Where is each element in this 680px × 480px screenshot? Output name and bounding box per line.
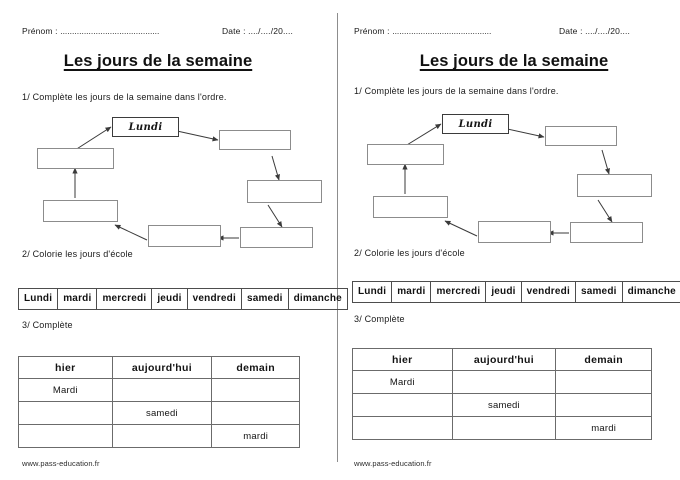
- cell-r1-demain[interactable]: [556, 394, 652, 417]
- cycle-box-right-middle[interactable]: [247, 180, 322, 203]
- cell-r1-hier[interactable]: [19, 402, 113, 425]
- cycle-box-top[interactable]: [112, 117, 179, 137]
- prenom-dots: ..........................................: [60, 26, 160, 36]
- col-header-hier: hier: [19, 357, 113, 379]
- table-row: [19, 425, 300, 448]
- cell-r2-demain[interactable]: mardi: [556, 417, 652, 440]
- date-field-left[interactable]: [222, 26, 293, 36]
- day-cell-vendredi[interactable]: vendredi: [521, 282, 575, 303]
- cell-r1-aujourdhui[interactable]: samedi: [112, 402, 212, 425]
- worksheet-copy-right: [340, 0, 680, 480]
- cell-r1-aujourdhui[interactable]: samedi: [452, 394, 556, 417]
- instruction-3-left: 3/ Complète: [22, 320, 73, 330]
- day-cell-samedi[interactable]: samedi: [241, 289, 288, 310]
- day-cell-lundi[interactable]: Lundi: [19, 289, 58, 310]
- days-strip-row: [353, 282, 680, 303]
- cycle-box-right-middle[interactable]: [577, 174, 652, 197]
- cycle-box-bottom[interactable]: [478, 221, 551, 243]
- cycle-box-right-lower[interactable]: [240, 227, 313, 248]
- instruction-1-left: 1/ Complète les jours de la semaine dans l'ordre.: [22, 92, 227, 102]
- student-header-left: [22, 26, 324, 40]
- instruction-2-left: 2/ Colorie les jours d'école: [22, 249, 133, 259]
- day-cell-mardi[interactable]: mardi: [392, 282, 431, 303]
- cell-r0-demain[interactable]: [556, 371, 652, 394]
- date-value: ..../..../20....: [585, 26, 631, 36]
- cycle-box-top-label: Lundi: [458, 118, 493, 130]
- date-value: ..../..../20....: [248, 26, 294, 36]
- cell-r1-demain[interactable]: [212, 402, 300, 425]
- cell-r0-hier[interactable]: Mardi: [19, 379, 113, 402]
- day-cell-mercredi[interactable]: mercredi: [97, 289, 152, 310]
- cell-r2-demain[interactable]: mardi: [212, 425, 300, 448]
- complete-table-left: [18, 356, 300, 448]
- day-cell-jeudi[interactable]: jeudi: [152, 289, 187, 310]
- day-cell-vendredi[interactable]: vendredi: [187, 289, 241, 310]
- table-row: [19, 379, 300, 402]
- table-row: [353, 417, 652, 440]
- table-row: [353, 394, 652, 417]
- prenom-field-right[interactable]: [354, 26, 491, 36]
- days-strip-row: [19, 289, 348, 310]
- prenom-label: Prénom :: [22, 26, 61, 36]
- footer-url-left: www.pass-education.fr: [22, 459, 100, 468]
- complete-table-right: [352, 348, 652, 440]
- instruction-1-right: 1/ Complète les jours de la semaine dans l'ordre.: [354, 86, 559, 96]
- days-strip-right: [352, 281, 680, 303]
- cell-r0-aujourdhui[interactable]: [112, 379, 212, 402]
- cycle-box-right-upper[interactable]: [545, 126, 617, 146]
- page-title-left: Les jours de la semaine: [63, 52, 253, 70]
- table-row: [353, 371, 652, 394]
- cycle-box-left-upper[interactable]: [37, 148, 114, 169]
- day-cell-dimanche[interactable]: dimanche: [288, 289, 347, 310]
- cell-r1-hier[interactable]: [353, 394, 453, 417]
- footer-url-right: www.pass-education.fr: [354, 459, 432, 468]
- complete-table-header-row: [19, 357, 300, 379]
- day-cell-lundi[interactable]: Lundi: [353, 282, 392, 303]
- page-title-right: Les jours de la semaine: [419, 52, 609, 70]
- date-label: Date :: [559, 26, 586, 36]
- col-header-aujourdhui: aujourd'hui: [112, 357, 212, 379]
- student-header-right: [354, 26, 664, 40]
- cycle-box-right-lower[interactable]: [570, 222, 643, 243]
- cell-r0-aujourdhui[interactable]: [452, 371, 556, 394]
- cycle-box-top-label: Lundi: [128, 121, 163, 133]
- cycle-box-left-lower[interactable]: [43, 200, 118, 222]
- days-strip-left: [18, 288, 348, 310]
- cell-r2-hier[interactable]: [19, 425, 113, 448]
- date-label: Date :: [222, 26, 249, 36]
- cell-r0-hier[interactable]: Mardi: [353, 371, 453, 394]
- cycle-box-left-upper[interactable]: [367, 144, 444, 165]
- prenom-field-left[interactable]: [22, 26, 159, 36]
- cell-r0-demain[interactable]: [212, 379, 300, 402]
- cell-r2-hier[interactable]: [353, 417, 453, 440]
- day-cell-mardi[interactable]: mardi: [58, 289, 97, 310]
- day-cell-samedi[interactable]: samedi: [575, 282, 622, 303]
- col-header-demain: demain: [212, 357, 300, 379]
- cycle-box-right-upper[interactable]: [219, 130, 291, 150]
- prenom-label: Prénom :: [354, 26, 393, 36]
- day-cell-dimanche[interactable]: dimanche: [622, 282, 680, 303]
- date-field-right[interactable]: [559, 26, 630, 36]
- instruction-2-right: 2/ Colorie les jours d'école: [354, 248, 465, 258]
- instruction-3-right: 3/ Complète: [354, 314, 405, 324]
- cell-r2-aujourdhui[interactable]: [112, 425, 212, 448]
- cycle-box-left-lower[interactable]: [373, 196, 448, 218]
- col-header-demain: demain: [556, 349, 652, 371]
- complete-table-header-row: [353, 349, 652, 371]
- col-header-aujourdhui: aujourd'hui: [452, 349, 556, 371]
- day-cell-mercredi[interactable]: mercredi: [431, 282, 486, 303]
- cycle-box-top[interactable]: [442, 114, 509, 134]
- col-header-hier: hier: [353, 349, 453, 371]
- cell-r2-aujourdhui[interactable]: [452, 417, 556, 440]
- prenom-dots: ..........................................: [392, 26, 492, 36]
- cycle-box-bottom[interactable]: [148, 225, 221, 247]
- table-row: [19, 402, 300, 425]
- day-cell-jeudi[interactable]: jeudi: [486, 282, 521, 303]
